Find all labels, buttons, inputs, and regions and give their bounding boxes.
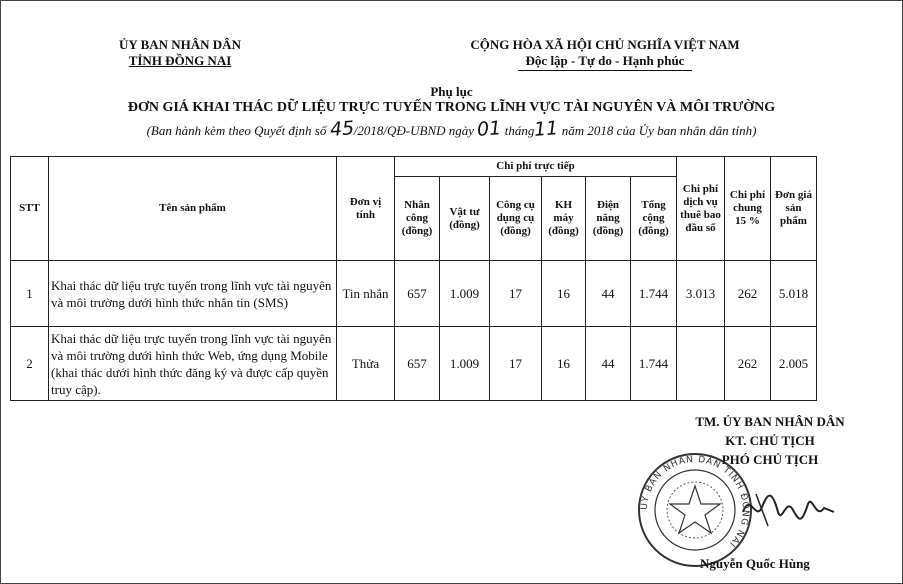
header-depreciation: KH máy (đồng): [542, 177, 586, 261]
row-price: 2.005: [771, 327, 817, 401]
header-name: Tên sản phẩm: [49, 157, 337, 261]
row-service: 3.013: [677, 261, 725, 327]
header-tools: Công cụ dụng cụ (đồng): [490, 177, 542, 261]
row-material: 1.009: [440, 261, 490, 327]
header-direct-cost: Chi phí trực tiếp: [395, 157, 677, 177]
seal-text: ỦY BAN NHÂN DÂN TỈNH ĐỒNG NAI: [639, 454, 751, 550]
agency-line1: ỦY BAN NHÂN DÂN: [119, 37, 241, 52]
row-tools: 17: [490, 327, 542, 401]
appendix-label: Phụ lục: [430, 84, 473, 99]
header-price: Đơn giá sản phẩm: [771, 157, 817, 261]
header-general: Chi phí chung 15 %: [725, 157, 771, 261]
row-name: Khai thác dữ liệu trực tuyến trong lĩnh vực tài nguyên và môi trường dưới hình thức nhắn tin (SMS): [49, 261, 337, 327]
row-tools: 17: [490, 261, 542, 327]
sign-line1: TM. ỦY BAN NHÂN DÂN: [695, 414, 845, 429]
national-header: [440, 37, 770, 71]
row-stt: 1: [11, 261, 49, 327]
note-part-c: tháng: [504, 123, 535, 138]
header-unit: Đơn vị tính: [337, 157, 395, 261]
decision-month: 11: [533, 117, 560, 141]
row-electricity: 44: [586, 261, 631, 327]
note-part-d: năm 2018 của Ủy ban nhân dân tỉnh): [561, 123, 757, 138]
note-part-b: /2018/QĐ-UBND ngày: [353, 123, 475, 138]
decision-number: 45: [328, 117, 355, 141]
row-electricity: 44: [586, 327, 631, 401]
agency-line2: TỈNH ĐỒNG NAI: [128, 53, 232, 68]
row-labor: 657: [395, 327, 440, 401]
signer-name: Nguyễn Quốc Hùng: [700, 556, 810, 571]
row-general: 262: [725, 327, 771, 401]
document-title: ĐƠN GIÁ KHAI THÁC DỮ LIỆU TRỰC TUYẾN TRONG LĨNH VỰC TÀI NGUYÊN VÀ MÔI TRƯỜNG: [127, 100, 776, 115]
row-name: Khai thác dữ liệu trực tuyến trong lĩnh vực tài nguyên và môi trường dưới hình thức Web, ứng dụng Mobile (khai thác dưới hình thức đăng ký và được cấp quyền truy cập).: [49, 327, 337, 401]
national-title: CỘNG HÒA XÃ HỘI CHỦ NGHĨA VIỆT NAM: [470, 37, 740, 52]
row-total: 1.744: [631, 261, 677, 327]
decision-day: 01: [476, 117, 503, 141]
signature-icon: [738, 482, 838, 532]
agency-header: [70, 37, 290, 69]
svg-text:ỦY BAN NHÂN DÂN TỈNH ĐỒNG NAI: [638, 454, 753, 549]
note-part-a: (Ban hành kèm theo Quyết định số: [146, 123, 327, 138]
issuance-note: [0, 118, 903, 140]
row-labor: 657: [395, 261, 440, 327]
row-depreciation: 16: [542, 261, 586, 327]
official-seal-icon: [635, 450, 755, 570]
header-material: Vật tư (đồng): [440, 177, 490, 261]
row-service: [677, 327, 725, 401]
sign-line3: PHÓ CHỦ TỊCH: [721, 452, 819, 467]
national-motto: Độc lập - Tự do - Hạnh phúc: [518, 53, 693, 71]
row-total: 1.744: [631, 327, 677, 401]
header-stt: STT: [11, 157, 49, 261]
row-price: 5.018: [771, 261, 817, 327]
table-row: [11, 327, 817, 401]
sign-line2: KT. CHỦ TỊCH: [725, 433, 815, 448]
header-labor: Nhân công (đồng): [395, 177, 440, 261]
header-electricity: Điện năng (đồng): [586, 177, 631, 261]
price-table: [10, 156, 817, 401]
header-total: Tổng cộng (đồng): [631, 177, 677, 261]
row-unit: Tin nhắn: [337, 261, 395, 327]
row-material: 1.009: [440, 327, 490, 401]
header-service: Chi phí dịch vụ thuê bao đầu số: [677, 157, 725, 261]
table-row: [11, 261, 817, 327]
row-depreciation: 16: [542, 327, 586, 401]
row-general: 262: [725, 261, 771, 327]
row-stt: 2: [11, 327, 49, 401]
row-unit: Thửa: [337, 327, 395, 401]
